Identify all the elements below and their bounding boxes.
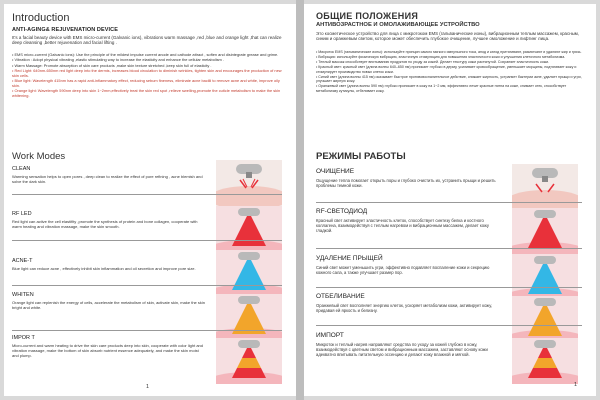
mode-name-rfled-ru: RF-СВЕТОДИОД: [316, 208, 368, 215]
page-title: Introduction: [12, 12, 70, 24]
mode-image-acne-ru: [512, 254, 578, 300]
mode-image-whiten-ru: [512, 296, 578, 342]
mode-name-acne-ru: УДАЛЕНИЕ ПРЫЩЕЙ: [316, 255, 383, 262]
feature-text: EMS micro-current (Galvanic ions): Use the principle of the mildest impulse current anode and cathode attract , soften and disintegrate grease and grime.: [14, 52, 279, 57]
mode-name-whiten-ru: ОТБЕЛИВАНИЕ: [316, 293, 365, 300]
device-icon: [534, 298, 556, 306]
device-icon: [238, 340, 260, 348]
mode-image-whiten: [216, 294, 282, 340]
feature-item: • Теплый массаж способствует впитыванию продуктов по уходу за кожей. Делает текстуру кожи растянутой. Сохраняет эластичность кожи.: [316, 60, 550, 65]
intro-paragraph-ru: Это косметическое устройство для лица с микротоком EMS (гальванические ионы), вибрационным теплым массажем, красным, синим и оранжевым светом, которое может обеспечить глубокое очищение, лучшее омоложение и лифтинг лица.: [316, 31, 580, 42]
feature-item: • Red Light: 640nm-650nm red light deep into the dermis, increases blood circulation to diminish wrinkles, tighten skin and encourages the production of new skin cells.: [12, 67, 282, 78]
mode-divider: [12, 194, 282, 195]
page-subtitle-ru: АНТИВОЗРАСТНОЕ И ОМОЛАЖИВАЮЩЕЕ УСТРОЙСТВО: [316, 22, 480, 28]
feature-text: Vibration : Adopt physical vibrating ,elastic stimulating way to increase the elasticity and enhance the cellular metabolism .: [14, 57, 224, 63]
mode-name-rfled: RF LED: [12, 211, 32, 217]
mode-name-whiten: WHITEN: [12, 292, 34, 298]
mode-divider: [12, 285, 282, 286]
mode-image-import-ru: [512, 338, 578, 384]
feature-item: • Vibration : Adopt physical vibrating ,elastic stimulating way to increase the elasticity and enhance the cellular metabolism .: [12, 57, 224, 63]
mode-image-import: [216, 338, 282, 384]
mode-image-clean: [216, 160, 282, 206]
device-icon: [534, 340, 556, 348]
page-subtitle: ANTI-AGING& REJUVENATION DEVICE: [12, 27, 118, 33]
device-icon: [238, 252, 260, 260]
feature-text: Оранжевый свет (длина волны 590 нм) глубоко проникает в кожу на 1~2 мм, эффективно лечит красные пятна на коже, снимает отек, способствует метаболизму кутикулы, отбеливает кожу.: [316, 84, 567, 93]
mode-name-acne: ACNE-T: [12, 258, 33, 264]
feature-item: • Микроток EMS (гальванические ионы): используйте принцип самого мягкого импульсного тока, анод и катод притягивают, размягчают и удаляют жир и грязь.: [316, 50, 582, 54]
mode-desc-whiten-ru: Оранжевый свет восполняет энергию клеток, ускоряет метаболизм кожи, активирует кожу, придавая ей яркость и белизну.: [316, 303, 493, 313]
mode-name-import-ru: ИМПОРТ: [316, 332, 344, 339]
feature-text: Синий свет (длина волны 415 нм) оказывает быстрое противовоспалительное действие, снижает жирность, устраняет бактерии акне, удаляет прыщи и угри, улучшает жирную кожу.: [316, 74, 582, 84]
mode-name-import: IMPOR T: [12, 335, 35, 341]
mode-desc-rfled-ru: Красный свет активирует эластичность клеток, способствует синтезу белка и костного коллагена, взаимодействуя с теплым нагревом и вибрационным массажем, делает кожу гладкой.: [316, 218, 489, 233]
feature-item: • EMS micro-current (Galvanic ions): Use the principle of the mildest impulse current anode and cathode attract , soften and disintegrate grease and grime.: [12, 52, 279, 57]
feature-text: Blue light: Wavelength 415nm has a rapid anti-inflammatory effect, reducing sebum fineness, eliminate acne bacilli to remove acne and white, improve oily skin.: [12, 77, 280, 88]
mode-desc-import-ru: Микроток и теплый нагрев направляют средства по уходу за кожей глубоко в кожу, взаимодействуя с цветным светом и вибрационным массажем, заставляют основу кожи адекватно впитывать питательную эссенцию и делают кожу влажной и мягкой.: [316, 342, 488, 357]
mode-desc-import: Micro-current and warm heating to drive the skin care products deep into skin, cooperate with color light and vibration massage, make the bottom of skin absorb nutrient essence adequately, and make the skin moist and plump.: [12, 343, 203, 358]
mode-name-clean-ru: ОЧИЩЕНИЕ: [316, 168, 355, 175]
feature-list: [12, 53, 282, 99]
feature-text: Микроток EMS (гальванические ионы): используйте принцип самого мягкого импульсного тока, анод и катод притягивают, размягчают и удаляют жир и грязь.: [318, 50, 582, 54]
feature-item: • Blue light: Wavelength 415nm has a rapid anti-inflammatory effect, reducing sebum fineness, eliminate acne bacilli to remove acne and white, improve oily skin.: [12, 77, 280, 88]
feature-item: • Оранжевый свет (длина волны 590 нм) глубоко проникает в кожу на 1~2 мм, эффективно лечит красные пятна на коже, снимает отек, способствует метаболизму кутикулы, отбеливает кожу.: [316, 84, 567, 93]
feature-item: • Вибрация: используйте физическую вибрацию, эластичную стимуляцию для повышения эластичности кожи и улучшения клеточного метаболизма.: [316, 55, 566, 60]
mode-divider: [316, 248, 582, 249]
intro-paragraph: It's a facial beauty device with EMS micro-current (Galvanic ions), vibrations warm massage ,red ,blue and orange light ,that can realize deep cleansing ,better rejuvenation and facial lifting .: [12, 35, 282, 46]
mode-image-clean-ru: [512, 164, 578, 210]
mode-divider: [316, 325, 582, 326]
page-left: [4, 4, 296, 396]
mode-name-clean: CLEAN: [12, 166, 31, 172]
feature-item: • Синий свет (длина волны 415 нм) оказывает быстрое противовоспалительное действие, снижает жирность, устраняет бактерии акне, удаляет прыщи и угри, улучшает жирную кожу.: [316, 74, 582, 84]
mode-divider: [12, 330, 282, 331]
page-title-ru: ОБЩИЕ ПОЛОЖЕНИЯ: [316, 11, 419, 21]
mode-divider: [316, 202, 582, 203]
section-title: Work Modes: [12, 151, 66, 162]
device-icon: [534, 256, 556, 264]
feature-item: • Warm Massage: Promote absorption of skin care products ,make skin texture stretched ,keep skin full of elasticity .: [12, 62, 212, 68]
mode-divider: [316, 287, 582, 288]
mode-desc-clean: Warming sensation helps to open pores , deep clean to realize the effect of pore refining , acne blemish and solve the dark skin.: [12, 174, 203, 184]
feature-text: Warm Massage: Promote absorption of skin care products ,make skin texture stretched ,keep skin full of elasticity .: [14, 62, 212, 68]
mode-desc-clean-ru: Ощущение тепла помогает открыть поры и глубоко очистить их, устранить прыщи и решить проблемы темной кожи.: [316, 178, 496, 188]
feature-text: Orange light: Wavelength 590nm deep into skin 1~2mm,effectively treat the skin red spot ,relieve swelling,promote the cuticle metabolism to make the skin whitening.: [12, 87, 281, 98]
feature-text: Red Light: 640nm-650nm red light deep into the dermis, increases blood circulation to diminish wrinkles, tighten skin and encourages the production of new skin cells.: [12, 67, 282, 78]
mode-desc-whiten: Orange light can replenish the energy of cells, accelerate the metabolism of skin, activate skin, make the skin bright and white.: [12, 300, 205, 310]
feature-item: • Orange light: Wavelength 590nm deep into skin 1~2mm,effectively treat the skin red spot ,relieve swelling,promote the cuticle metabolism to make the skin whitening.: [12, 87, 281, 98]
mode-image-acne: [216, 250, 282, 296]
mode-desc-acne-ru: Синий свет может уменьшить угри, эффективно подавляет воспаление кожи и секрецию кожного сала, а также улучшает размер пор.: [316, 265, 490, 275]
mode-desc-rfled: Red light can active the cell elastifity ,promote the synthesis of protein and bone collagen, cooperate with warm heating and vibration massage, make the skin smooth.: [12, 219, 198, 229]
binding-gutter: [296, 0, 304, 400]
feature-text: Красный свет: красный свет (длина волны 640–650 нм) проникает глубоко в дерму, усиливает кровообращение, уменьшает морщины, подтягивает кожу и стимулирует производство новых клеток кожи.: [316, 65, 577, 74]
mode-image-rfled: [216, 206, 282, 252]
mode-desc-acne: Blue light can reduce acne , effectively inhibit skin inflammation and oil secretion and improve pore size.: [12, 266, 196, 271]
device-icon: [238, 208, 260, 216]
section-title-ru: РЕЖИМЫ РАБОТЫ: [316, 151, 406, 162]
page-number-ru: 1: [574, 382, 578, 388]
device-icon: [534, 210, 556, 218]
device-icon: [238, 296, 260, 304]
mode-divider: [12, 240, 282, 241]
page-right: [304, 4, 596, 396]
feature-text: Вибрация: используйте физическую вибрацию, эластичную стимуляцию для повышения эластичности кожи и улучшения клеточного метаболизма.: [318, 55, 566, 60]
feature-text: Теплый массаж способствует впитыванию продуктов по уходу за кожей. Делает текстуру кожи растянутой. Сохраняет эластичность кожи.: [318, 60, 550, 65]
feature-list-ru: [316, 50, 584, 94]
feature-item: • Красный свет: красный свет (длина волны 640–650 нм) проникает глубоко в дерму, усиливает кровообращение, уменьшает морщины, подтягивает кожу и стимулирует производство новых клеток кожи.: [316, 65, 577, 74]
page-number: 1: [146, 384, 150, 390]
